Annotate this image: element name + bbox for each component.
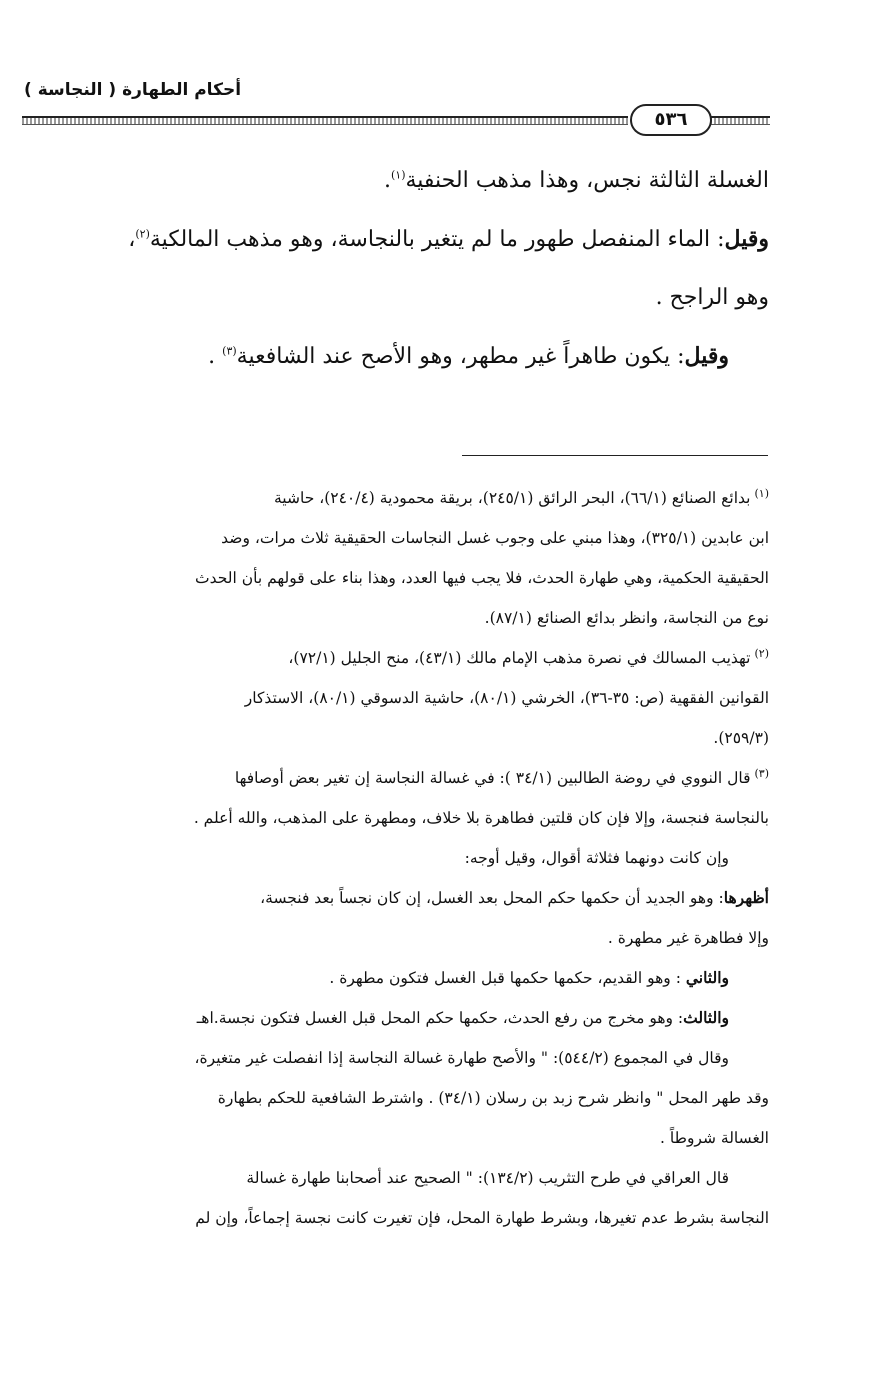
text-span: : وهو مخرج من رفع الحدث، حكمها حكم المحل قبل الغسل فتكون نجسة.اهـ (196, 1009, 684, 1027)
footnote-line (49, 998, 769, 1038)
text-span: : الماء المنفصل طهور ما لم يتغير بالنجاسة، وهو مذهب المالكية (149, 227, 725, 252)
main-text (49, 152, 769, 386)
text-span: : يكون طاهراً غير مطهر، وهو الأصح عند الشافعية (236, 344, 685, 369)
main-line (49, 210, 769, 269)
footnote-line: وإن كانت دونهما فثلاثة أقوال، وقيل أوجه: (464, 849, 729, 867)
footnote-number: (١) (754, 486, 769, 500)
text-span: ، (128, 227, 136, 252)
keyword: وقيل (684, 343, 729, 369)
footnote-line (49, 878, 769, 918)
footnote-line (49, 478, 769, 518)
text-span: بدائع الصنائع (٦٦/١)، البحر الرائق (٢٤٥/١)، بريقة محمودية (٢٤٠/٤)، حاشية (274, 489, 751, 507)
footnote-line: نوع من النجاسة، وانظر بدائع الصنائع (٨٧/١). (484, 609, 769, 627)
footnote-separator (462, 455, 768, 456)
footnote-number: (٣) (754, 766, 769, 780)
main-line (49, 152, 769, 210)
footnote-ref: (١) (390, 168, 406, 182)
footnote-line: الغسالة شروطاً . (660, 1129, 769, 1147)
footnote-line (49, 758, 769, 798)
text-span: تهذيب المسالك في نصرة مذهب الإمام مالك (٤٣/١)، منح الجليل (٧٢/١)، (288, 649, 751, 667)
footnote-line (49, 958, 769, 998)
footnote-line: قال العراقي في طرح التثريب (١٣٤/٢): " الصحيح عند أصحابنا طهارة غسالة (246, 1169, 729, 1187)
main-line (49, 327, 769, 386)
footnote-line: الحقيقية الحكمية، وهي طهارة الحدث، فلا يجب فيها العدد، وهذا بناء على قولهم بأن الحدث (195, 569, 769, 587)
page-header (0, 0, 873, 140)
footnote-line (49, 638, 769, 678)
text-span: قال النووي في روضة الطالبين (٣٤/١ ): في غسالة النجاسة إن تغير بعض أوصافها (234, 769, 751, 787)
footnotes (49, 478, 769, 1238)
keyword: والثالث (683, 1008, 729, 1027)
footnote-number: (٢) (754, 646, 769, 660)
text-span: : وهو الجديد أن حكمها حكم المحل بعد الغسل، إن كان نجساً بعد فنجسة، (260, 889, 724, 907)
text-span: الغسلة الثالثة نجس، وهذا مذهب الحنفية (405, 168, 769, 193)
footnote-line: القوانين الفقهية (ص: ٣٥-٣٦)، الخرشي (٨٠/١)، حاشية الدسوقي (٨٠/١)، الاستذكار (244, 689, 769, 707)
text-span: . (208, 344, 223, 369)
running-title: أحكام الطهارة ( النجاسة ) (24, 80, 242, 100)
text-span: . (383, 168, 391, 193)
keyword: والثاني (685, 968, 729, 987)
footnote-line: وإلا فطاهرة غير مطهرة . (607, 929, 769, 947)
footnote-line: بالنجاسة فنجسة، وإلا فإن كان قلتين فطاهرة بلا خلاف، ومطهرة على المذهب، والله أعلم . (193, 809, 769, 827)
footnote-line: (٢٥٩/٣). (713, 729, 769, 747)
footnote-ref: (٣) (222, 344, 237, 358)
text-span: : وهو القديم، حكمها حكمها قبل الغسل فتكون مطهرة . (329, 969, 686, 987)
footnote-ref: (٢) (135, 227, 150, 241)
header-rule-right (710, 116, 770, 125)
keyword: أظهرها (723, 888, 769, 907)
footnote-line: وقد طهر المحل " وانظر شرح زبد بن رسلان (٣٤/١) . واشترط الشافعية للحكم بطهارة (217, 1089, 769, 1107)
footnote-line: وقال في المجموع (٥٤٤/٢): " والأصح طهارة غسالة النجاسة إذا انفصلت غير متغيرة، (194, 1049, 729, 1067)
footnote-line: ابن عابدين (٣٢٥/١)، وهذا مبني على وجوب غسل النجاسات الحقيقية ثلاث مرات، وضد (221, 529, 769, 547)
main-line: وهو الراجح . (655, 285, 769, 310)
keyword: وقيل (724, 226, 769, 252)
header-rule-left (22, 116, 628, 125)
footnote-line: النجاسة بشرط عدم تغيرها، وبشرط طهارة المحل، فإن تغيرت كانت نجسة إجماعاً، وإن لم (195, 1209, 769, 1227)
page-number: ٥٣٦ (630, 104, 712, 136)
